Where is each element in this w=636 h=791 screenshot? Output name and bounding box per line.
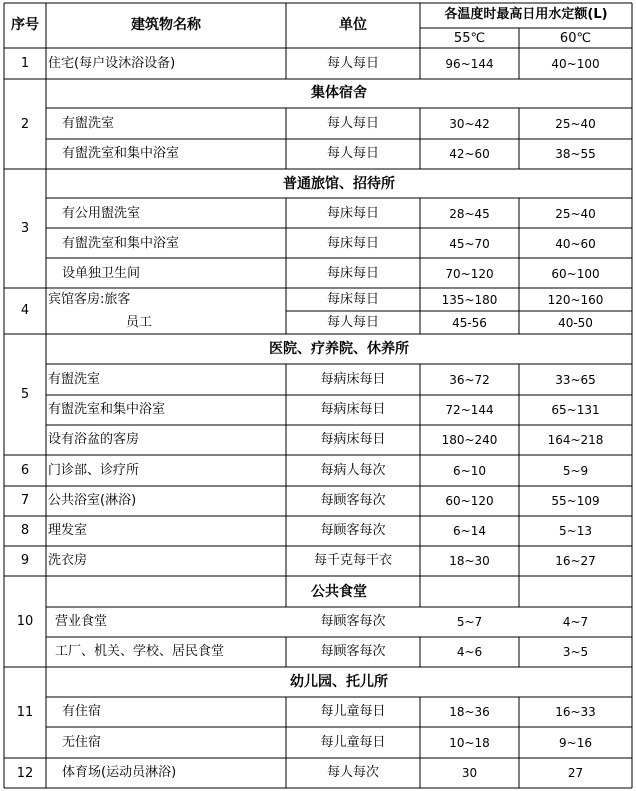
row-unit: 每人每日: [326, 116, 379, 131]
row-seq: 6: [20, 463, 30, 478]
row-value-60: 65~131: [551, 403, 600, 417]
row-value-55: 60~120: [445, 494, 494, 508]
row-value-55: 180~240: [441, 433, 498, 447]
row-name: 住宅(每户设沐浴设备): [48, 56, 176, 71]
row-value-55: 10~18: [449, 736, 490, 750]
row-seq: 8: [20, 523, 30, 538]
row-name: 有住宿: [62, 704, 102, 719]
row-value-60: 5~13: [559, 524, 592, 538]
row-seq: 3: [20, 221, 30, 236]
row-seq: 5: [20, 387, 30, 402]
row-unit: 每顾客每次: [320, 644, 386, 659]
row-value-55: 96~144: [445, 57, 494, 71]
row-unit: 每病床每日: [320, 402, 386, 417]
row-value-60: 16~33: [555, 705, 596, 719]
row-seq: 7: [20, 493, 30, 508]
row-value-55: 42~60: [449, 147, 490, 161]
row-seq: 1: [20, 56, 30, 71]
row-unit: 每病人每次: [320, 463, 386, 478]
row-value-60: 40~100: [551, 57, 600, 71]
row-name: 无住宿: [62, 735, 102, 750]
row-value-55: 6~10: [453, 464, 486, 478]
row-seq: 9: [20, 553, 30, 568]
row-value-55: 28~45: [449, 207, 490, 221]
row-seq: 2: [20, 117, 30, 132]
row-seq: 10: [16, 614, 34, 629]
row-unit: 每病床每日: [320, 432, 386, 447]
row-value-60: 27: [567, 766, 584, 780]
row-unit: 每千克每干衣: [313, 553, 392, 568]
row-value-60: 25~40: [555, 117, 596, 131]
row-unit: 每儿童每日: [320, 735, 386, 750]
row-value-60: 25~40: [555, 207, 596, 221]
row-value-60: 33~65: [555, 373, 596, 387]
row-name: 理发室: [48, 523, 88, 538]
group-title: 公共食堂: [311, 584, 367, 600]
row-unit: 每顾客每次: [320, 523, 386, 538]
group-title: 幼儿园、托儿所: [290, 674, 388, 690]
row-unit: 每人每日: [326, 315, 379, 330]
row-value-55: 72~144: [445, 403, 494, 417]
row-value-60: 40-50: [558, 316, 593, 330]
row-value-55: 36~72: [449, 373, 490, 387]
row-unit: 每人每日: [326, 146, 379, 161]
row-unit: 每床每日: [326, 206, 379, 221]
row-unit: 每顾客每次: [320, 614, 386, 629]
row-name: 工厂、机关、学校、居民食堂: [55, 644, 225, 659]
row-unit: 每床每日: [326, 236, 379, 251]
header-building-name: 建筑物名称: [131, 17, 201, 33]
header-quota: 各温度时最高日用水定额(L): [444, 7, 608, 22]
header-unit: 单位: [339, 17, 367, 33]
row-value-55: 45-56: [452, 316, 487, 330]
row-value-55: 6~14: [453, 524, 486, 538]
row-value-60: 164~218: [547, 433, 604, 447]
row-value-60: 4~7: [562, 615, 589, 629]
row-value-60: 16~27: [555, 554, 596, 568]
row-name: 设有浴盆的客房: [48, 432, 140, 447]
row-name: 宾馆客房:旅客: [48, 292, 131, 307]
row-name: 体育场(运动员淋浴): [62, 765, 177, 780]
row-seq: 11: [16, 705, 34, 720]
header-seq: 序号: [11, 17, 39, 33]
row-value-55: 18~30: [449, 554, 490, 568]
row-unit: 每人每次: [326, 765, 379, 780]
row-value-60: 38~55: [555, 147, 596, 161]
row-name: 门诊部、诊疗所: [48, 463, 140, 478]
row-unit: 每病床每日: [320, 372, 386, 387]
row-value-60: 55~109: [551, 494, 600, 508]
row-value-55: 45~70: [449, 237, 490, 251]
row-value-60: 3~5: [562, 645, 589, 659]
group-title: 普通旅馆、招待所: [283, 176, 395, 192]
row-name: 有盥洗室: [48, 372, 101, 387]
row-value-55: 135~180: [441, 293, 498, 307]
row-value-60: 9~16: [559, 736, 592, 750]
row-seq: 12: [16, 766, 34, 781]
row-name: 洗衣房: [48, 553, 88, 568]
row-name: 员工: [126, 315, 153, 330]
row-value-55: 30~42: [449, 117, 490, 131]
row-value-55: 30: [461, 766, 478, 780]
row-value-55: 18~36: [449, 705, 490, 719]
row-value-55: 4~6: [456, 645, 483, 659]
row-name: 有盥洗室: [62, 116, 115, 131]
group-title: 医院、疗养院、休养所: [269, 341, 409, 357]
row-name: 设单独卫生间: [62, 266, 141, 281]
row-value-55: 70~120: [445, 267, 494, 281]
row-unit: 每人每日: [326, 56, 379, 71]
row-unit: 每床每日: [326, 292, 379, 307]
row-value-55: 5~7: [456, 615, 483, 629]
row-value-60: 40~60: [555, 237, 596, 251]
header-temp-60: 60℃: [559, 31, 592, 46]
row-unit: 每床每日: [326, 266, 379, 281]
row-value-60: 60~100: [551, 267, 600, 281]
header-temp-55: 55℃: [453, 31, 486, 46]
row-value-60: 5~9: [562, 464, 589, 478]
row-name: 有盥洗室和集中浴室: [48, 402, 166, 417]
row-value-60: 120~160: [547, 293, 604, 307]
row-name: 有盥洗室和集中浴室: [62, 236, 180, 251]
group-title: 集体宿舍: [311, 85, 367, 101]
row-unit: 每儿童每日: [320, 704, 386, 719]
row-name: 营业食堂: [55, 614, 108, 629]
row-name: 有公用盥洗室: [62, 206, 141, 221]
row-name: 有盥洗室和集中浴室: [62, 146, 180, 161]
row-seq: 4: [20, 303, 30, 318]
row-name: 公共浴室(淋浴): [48, 493, 137, 508]
row-unit: 每顾客每次: [320, 493, 386, 508]
